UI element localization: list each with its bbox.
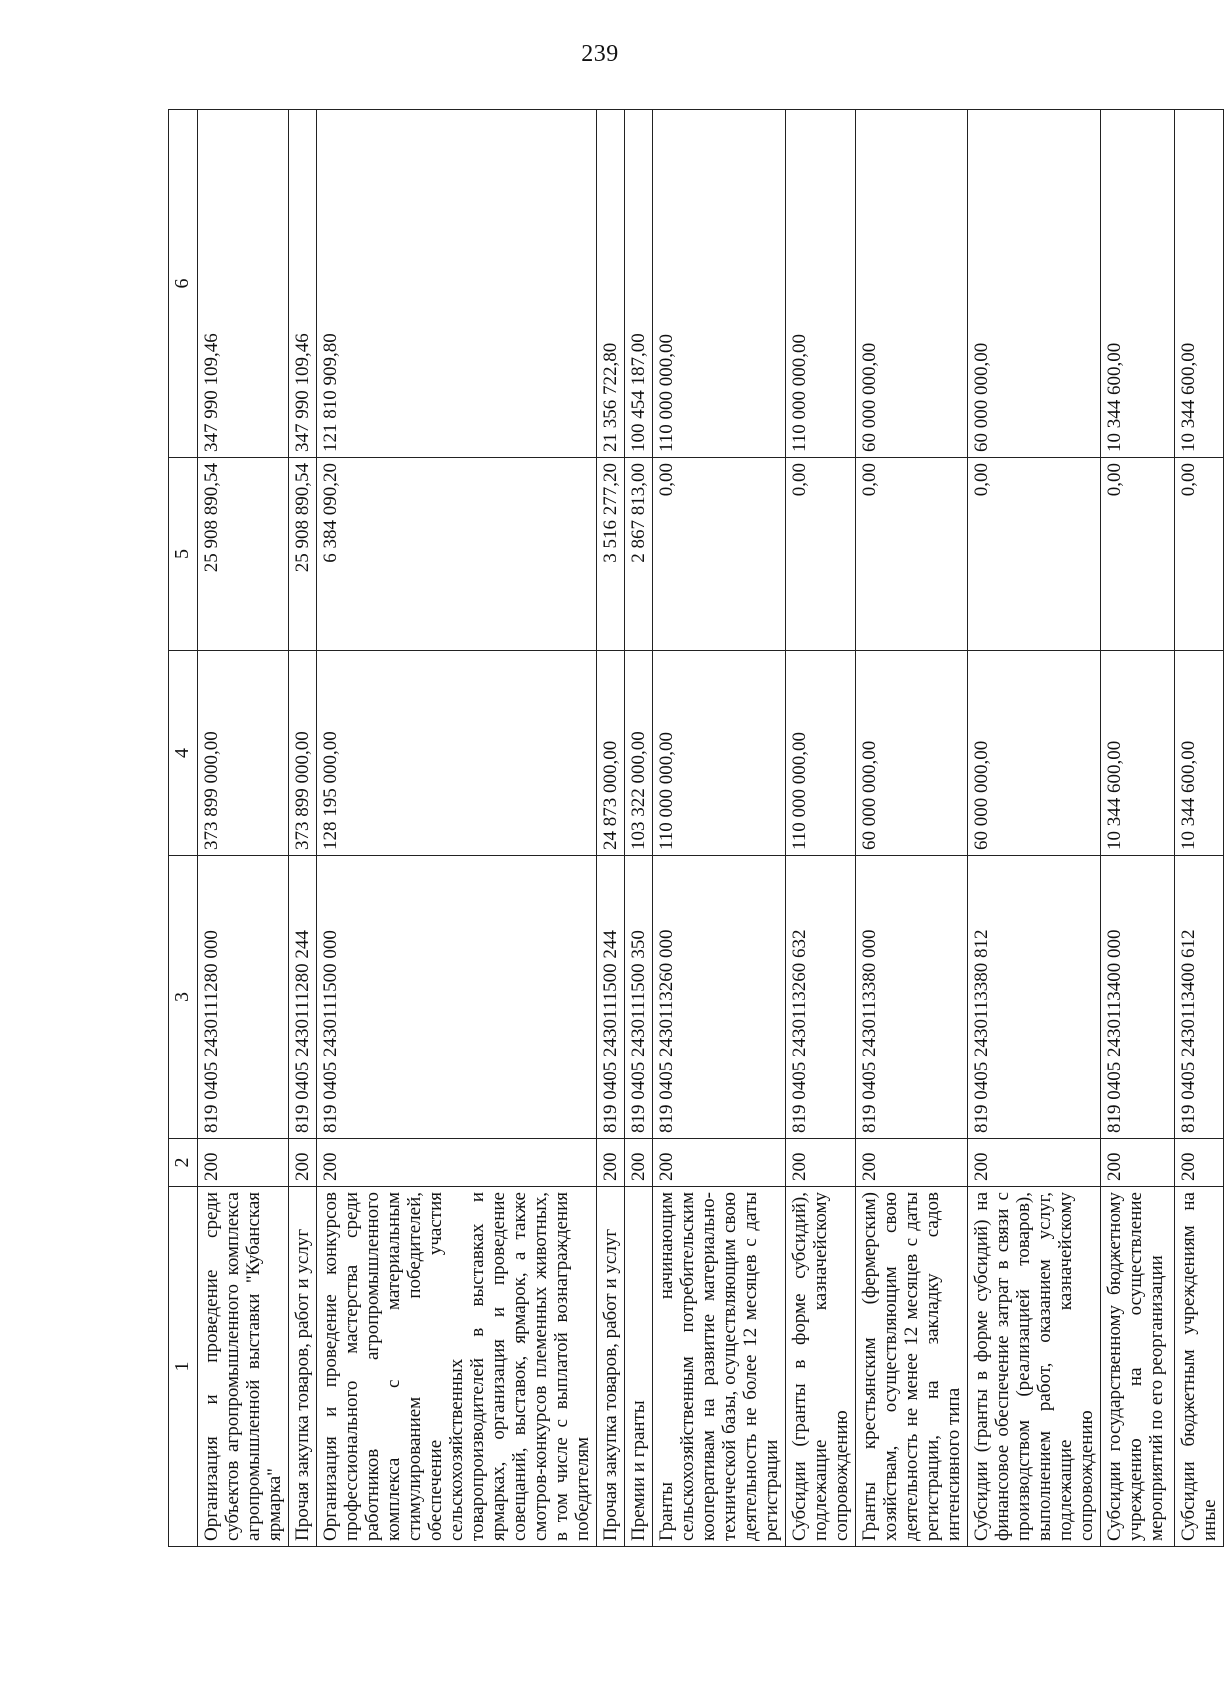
row-name: Организация и проведение среди субъектов агропромышленного комплекса агропромышленной выставки "Кубанская ярмарка" [198, 1187, 289, 1547]
row-code: 819 0405 2430113400 000 [1101, 856, 1175, 1139]
row-col6: 60 000 000,00 [856, 110, 968, 458]
row-name: Премии и гранты [625, 1187, 653, 1547]
row-col6: 110 000 000,00 [653, 110, 786, 458]
row-col6: 110 000 000,00 [786, 110, 856, 458]
row-col5: 0,00 [968, 458, 1101, 651]
row-name: Субсидии бюджетным учреждениям на иные [1175, 1187, 1224, 1547]
row-col4: 24 873 000,00 [597, 651, 625, 856]
row-col6: 347 990 109,46 [198, 110, 289, 458]
row-name: Прочая закупка товаров, работ и услуг [289, 1187, 317, 1547]
row-col4: 128 195 000,00 [317, 651, 597, 856]
budget-table [168, 109, 1224, 1547]
page-number: 239 [581, 41, 619, 67]
table-row [317, 110, 597, 1547]
row-name: Организация и проведение конкурсов профессионального мастерства среди работников агропромышленного комплекса с материальным стимулированием победителей, обеспечение участия сельскохозяйственных товаропроизводителей в выставках и ярмарках, организация и проведение совещаний, выставок, ярмарок, а также смотров-конкурсов племенных животных, в том числе с выплатой вознаграждения победителям [317, 1187, 597, 1547]
column-header: 4 [169, 651, 198, 856]
table-row [1175, 110, 1224, 1547]
column-header: 1 [169, 1187, 198, 1547]
column-header: 6 [169, 110, 198, 458]
row-code: 819 0405 2430111280 244 [289, 856, 317, 1139]
row-col6: 10 344 600,00 [1175, 110, 1224, 458]
row-col5: 0,00 [786, 458, 856, 651]
row-col4: 373 899 000,00 [289, 651, 317, 856]
row-col4: 103 322 000,00 [625, 651, 653, 856]
row-col6: 21 356 722,80 [597, 110, 625, 458]
row-name: Субсидии (гранты в форме субсидий) на финансовое обеспечение затрат в связи с производством (реализацией товаров), выполнением работ, оказанием услуг, подлежащие казначейскому сопровождению [968, 1187, 1101, 1547]
row-name: Субсидии государственному бюджетному учреждению на осуществление мероприятий по его реорганизации [1101, 1187, 1175, 1547]
row-code: 819 0405 2430111500 000 [317, 856, 597, 1139]
row-col4: 60 000 000,00 [856, 651, 968, 856]
row-code: 819 0405 2430111280 000 [198, 856, 289, 1139]
row-col6: 10 344 600,00 [1101, 110, 1175, 458]
row-col5: 6 384 090,20 [317, 458, 597, 651]
row-code: 819 0405 2430111500 244 [597, 856, 625, 1139]
row-col2: 200 [317, 1139, 597, 1187]
row-col5: 2 867 813,00 [625, 458, 653, 651]
row-col5: 0,00 [1101, 458, 1175, 651]
row-col4: 10 344 600,00 [1101, 651, 1175, 856]
table-row [597, 110, 625, 1547]
table-row [1101, 110, 1175, 1547]
row-col6: 60 000 000,00 [968, 110, 1101, 458]
row-col2: 200 [597, 1139, 625, 1187]
row-col6: 100 454 187,00 [625, 110, 653, 458]
row-code: 819 0405 2430113380 000 [856, 856, 968, 1139]
column-header: 2 [169, 1139, 198, 1187]
row-col2: 200 [786, 1139, 856, 1187]
row-code: 819 0405 2430113260 000 [653, 856, 786, 1139]
row-code: 819 0405 2430113260 632 [786, 856, 856, 1139]
row-col5: 0,00 [653, 458, 786, 651]
row-col5: 25 908 890,54 [198, 458, 289, 651]
table-row [653, 110, 786, 1547]
row-code: 819 0405 2430113400 612 [1175, 856, 1224, 1139]
table-row [198, 110, 289, 1547]
row-col5: 0,00 [856, 458, 968, 651]
row-col4: 110 000 000,00 [653, 651, 786, 856]
column-header: 3 [169, 856, 198, 1139]
row-col4: 373 899 000,00 [198, 651, 289, 856]
table-row [968, 110, 1101, 1547]
row-col2: 200 [1175, 1139, 1224, 1187]
row-col5: 0,00 [1175, 458, 1224, 651]
rotated-table-container [168, 110, 1220, 1547]
row-col2: 200 [856, 1139, 968, 1187]
row-name: Субсидии (гранты в форме субсидий), подлежащие казначейскому сопровождению [786, 1187, 856, 1547]
table-row [786, 110, 856, 1547]
row-col2: 200 [968, 1139, 1101, 1187]
row-col2: 200 [198, 1139, 289, 1187]
row-col2: 200 [653, 1139, 786, 1187]
row-col2: 200 [1101, 1139, 1175, 1187]
row-name: Гранты крестьянским (фермерским) хозяйствам, осуществляющим свою деятельность не менее 12 месяцев с даты регистрации, на закладку садов интенсивного типа [856, 1187, 968, 1547]
row-code: 819 0405 2430113380 812 [968, 856, 1101, 1139]
row-col5: 3 516 277,20 [597, 458, 625, 651]
row-code: 819 0405 2430111500 350 [625, 856, 653, 1139]
row-col5: 25 908 890,54 [289, 458, 317, 651]
row-col4: 110 000 000,00 [786, 651, 856, 856]
table-row [856, 110, 968, 1547]
column-header: 5 [169, 458, 198, 651]
row-col6: 347 990 109,46 [289, 110, 317, 458]
row-col2: 200 [289, 1139, 317, 1187]
row-name: Гранты начинающим сельскохозяйственным потребительским кооперативам на развитие материально-технической базы, осуществляющим свою деятельность не более 12 месяцев с даты регистрации [653, 1187, 786, 1547]
row-col4: 10 344 600,00 [1175, 651, 1224, 856]
row-col6: 121 810 909,80 [317, 110, 597, 458]
table-header-row [169, 110, 198, 1547]
row-name: Прочая закупка товаров, работ и услуг [597, 1187, 625, 1547]
row-col4: 60 000 000,00 [968, 651, 1101, 856]
table-row [625, 110, 653, 1547]
table-row [289, 110, 317, 1547]
row-col2: 200 [625, 1139, 653, 1187]
